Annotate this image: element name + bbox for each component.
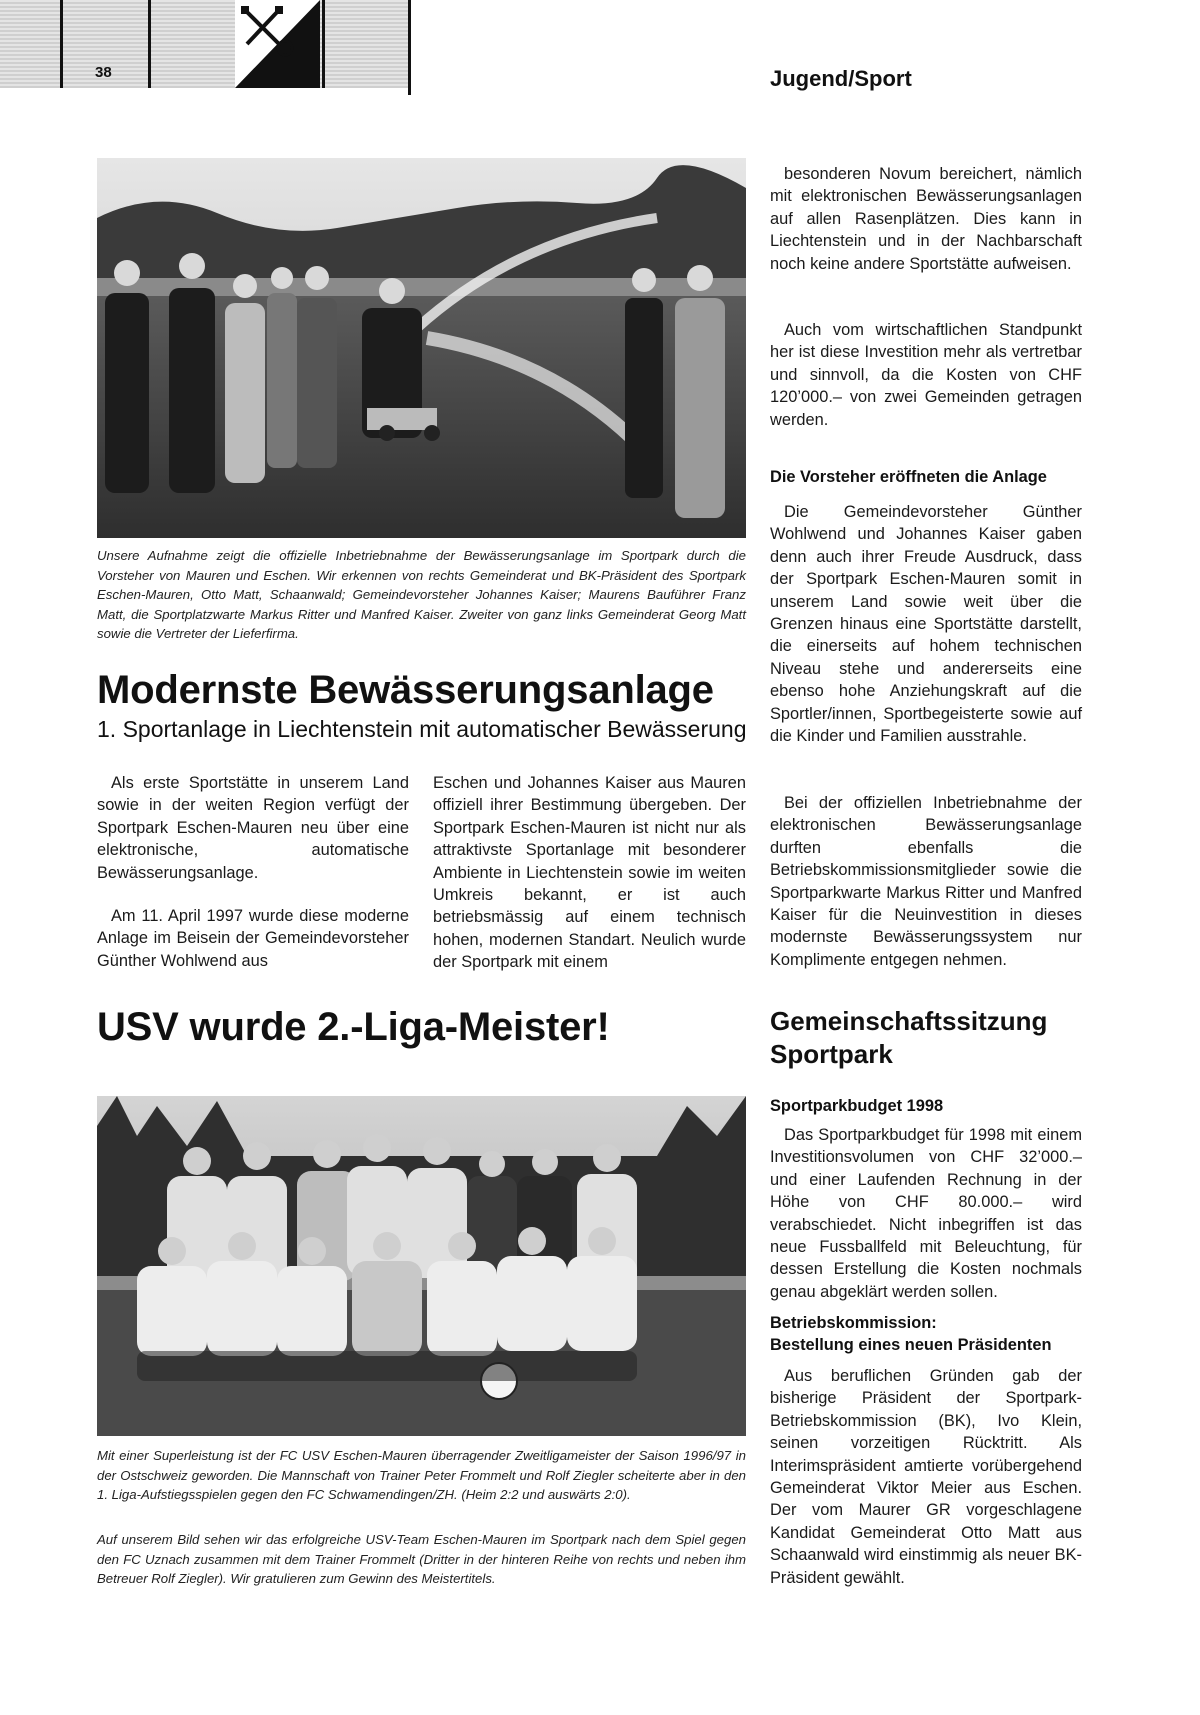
headline: Modernste Bewässerungsanlage — [97, 668, 714, 712]
header-rule — [60, 0, 63, 88]
subheadline: 1. Sportanlage in Liechtenstein mit automatischer Bewässerung — [97, 716, 747, 742]
article-paragraph: Bei der offiziellen Inbetriebnahme der elektronischen Bewässerungsanlage durften ebenfalls die Betriebskommissionsmitglieder sowie die Sportparkwarte Markus Ritter und Manfred Kaiser für die Neuinvestition in dieses modernste Bewässerungssystem nur Komplimente entgegen nehmen. — [770, 794, 1082, 969]
headline: USV wurde 2.-Liga-Meister! — [97, 1005, 610, 1049]
header-rule — [408, 0, 411, 95]
article-paragraph: Eschen und Johannes Kaiser aus Mauren offiziell ihrer Bestimmung übergeben. Der Sportpark Eschen-Mauren ist nicht nur als attraktivste Sportanlage mit besonderer Ambiente in Liechtenstein sowie im weiten Umkreis bekannt, er ist auch betriebsmässig auf einem technisch hohen, modernen Standart. Neulich wurde der Sportpark mit einem — [433, 774, 746, 972]
header-rule — [322, 0, 325, 88]
section-subheading: Betriebskommission: — [770, 1314, 937, 1332]
photo-caption: Auf unserem Bild sehen wir das erfolgreiche USV-Team Eschen-Mauren im Sportpark nach dem Spiel gegen den FC Uznach zusammen mit dem Trainer Frommelt (Dritter in der hinteren Reihe von rechts und neben ihm Betreuer Rolf Ziegler). Wir gratulieren zum Gewinn des Meistertitels. — [97, 1532, 746, 1587]
section-subheading: Bestellung eines neuen Präsidenten — [770, 1336, 1052, 1354]
crossed-keys-emblem-icon — [235, 0, 320, 88]
article-paragraph: Das Sportparkbudget für 1998 mit einem Investitionsvolumen von CHF 32’000.– und einer Laufenden Rechnung in der Höhe von CHF 80.000.– wird verabschiedet. Nicht inbegriffen ist das neue Fussballfeld mit Beleuchtung, für dessen Erstellung die Kosten nochmals genau abgeklärt werden sollen. — [770, 1126, 1082, 1301]
article-paragraph: Am 11. April 1997 wurde diese moderne Anlage im Beisein der Gemeindevorsteher Günther Wohlwend aus — [97, 907, 409, 970]
header-rule — [148, 0, 151, 88]
section-subheading: Sportparkbudget 1998 — [770, 1097, 944, 1115]
page-number: 38 — [95, 64, 112, 81]
headline: Gemeinschaftssitzung Sportpark — [770, 1006, 1048, 1069]
sprinkler-opening-photo — [97, 158, 746, 538]
article-paragraph: Aus beruflichen Gründen gab der bisherige Präsident der Sportpark-Betriebskommission (BK), Ivo Klein, seinen vorzeitigen Rücktritt. Als Interimspräsident amtierte vorübergehend Gemeinderat Viktor Meier aus Eschen. Der vom Maurer GR vorgeschlagene Kandidat Gemeinderat Otto Matt aus Schaanwald wird einstimmig als neuer BK-Präsident gewählt. — [770, 1367, 1082, 1587]
team-photo — [97, 1096, 746, 1436]
article-paragraph: Die Gemeindevorsteher Günther Wohlwend und Johannes Kaiser gaben denn auch ihrer Freude Ausdruck, dass der Sportpark Eschen-Mauren somit in unserem Land sowie weit über die Grenzen hinaus eine Sportstätte darstellt, die einerseits auf hohem technischen Niveau stehe und andererseits eine ebenso hohe Anziehungskraft auf die Sportler/innen, Sportbegeisterte sowie auf die Kinder und Familien ausstrahle. — [770, 503, 1082, 746]
section-subheading: Die Vorsteher eröffneten die Anlage — [770, 468, 1047, 486]
section-title: Jugend/Sport — [770, 66, 912, 91]
article-paragraph: besonderen Novum bereichert, nämlich mit elektronischen Bewässerungsanlagen auf allen Rasenplätzen. Dies kann in Liechtenstein und in der Nachbarschaft noch keine andere Sportstätte aufweisen. — [770, 165, 1082, 273]
photo-caption: Unsere Aufnahme zeigt die offizielle Inbetriebnahme der Bewässerungsanlage im Sportpark durch die Vorsteher von Mauren und Eschen. Wir erkennen von rechts Gemeinderat und BK-Präsident des Sportpark Eschen-Mauren, Otto Matt, Schaanwald; Gemeindevorsteher Johannes Kaiser; Maurens Bauführer Franz Matt, die Sportplatzwarte Markus Ritter und Manfred Kaiser. Zweiter von ganz links Gemeinderat Georg Matt sowie die Vertreter der Lieferfirma. — [97, 548, 746, 642]
photo-caption: Mit einer Superleistung ist der FC USV Eschen-Mauren überragender Zweitligameister der Saison 1996/97 in der Ostschweiz geworden. Die Mannschaft von Trainer Peter Frommelt und Rolf Ziegler scheiterte aber in den 1. Liga-Aufstiegsspielen gegen den FC Schwamendingen/ZH. (Heim 2:2 und auswärts 2:0). — [97, 1448, 746, 1503]
article-paragraph: Auch vom wirtschaftlichen Standpunkt her ist diese Investition mehr als vertretbar und sinnvoll, da die Kosten von CHF 120’000.– von zwei Gemeinden getragen werden. — [770, 321, 1082, 429]
article-paragraph: Als erste Sportstätte in unserem Land sowie in der weiten Region verfügt der Sportpark Eschen-Mauren neu über eine elektronische, automatische Bewässerungsanlage. — [97, 774, 409, 882]
